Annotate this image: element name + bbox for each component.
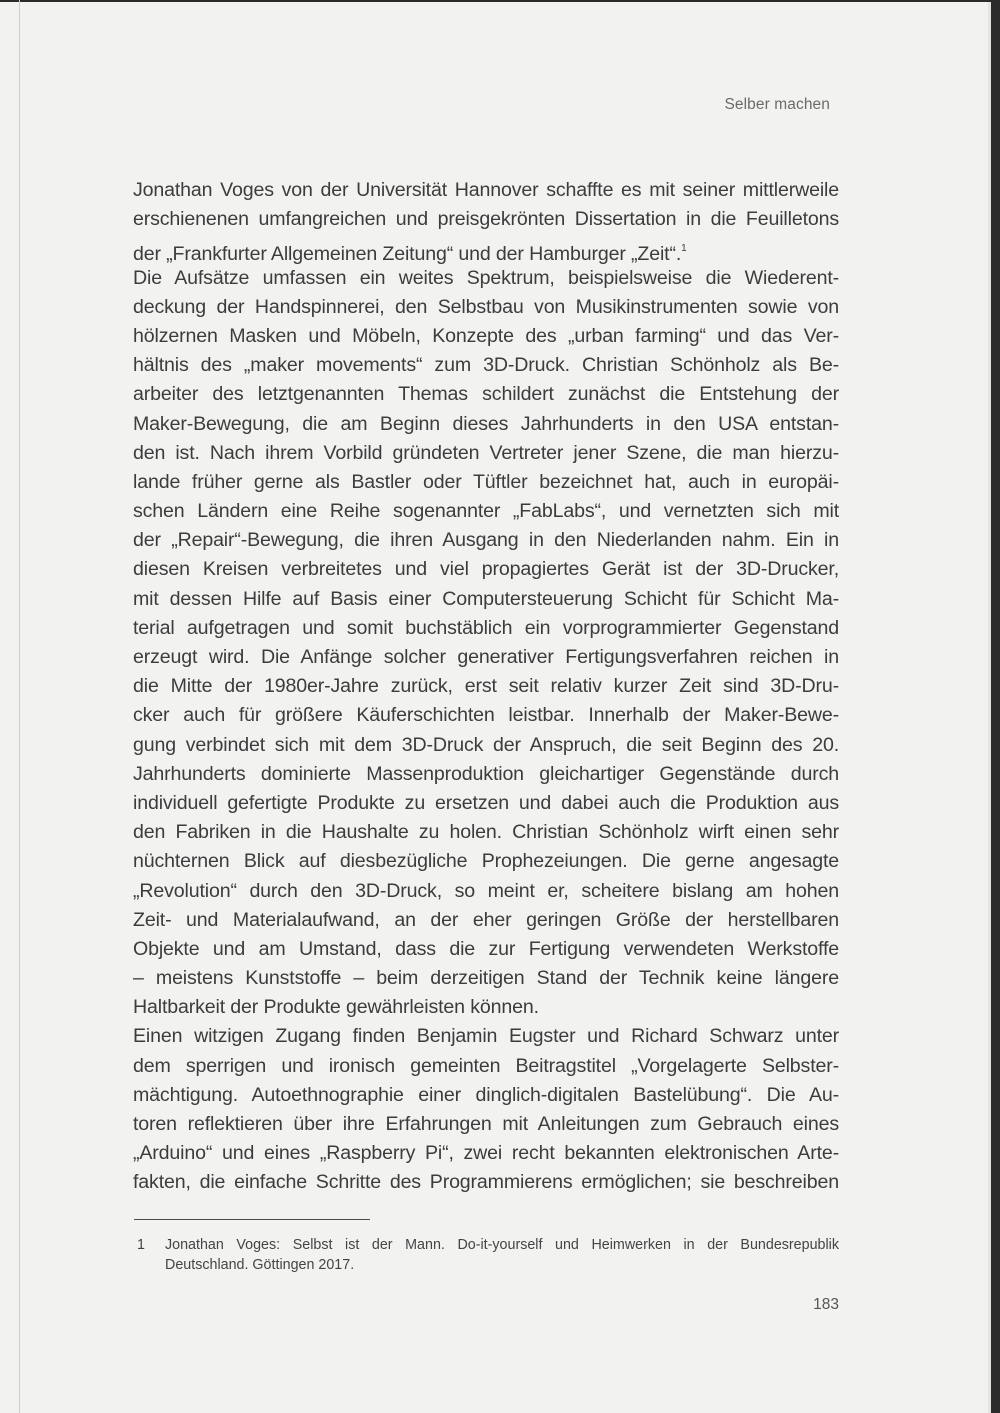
body-line: nüchternen Blick auf diesbezügliche Prophezeiungen. Die gerne angesagte [133, 850, 839, 873]
body-line: terial aufgetragen und somit buchstäblich ein vorprogrammierter Gegenstand [133, 616, 839, 639]
body-line: fakten, die einfache Schritte des Programmierens ermöglichen; sie beschreiben [133, 1171, 839, 1194]
body-line: der „Repair“-Bewegung, die ihren Ausgang in den Niederlanden nahm. Ein in [133, 529, 839, 552]
body-line: hältnis des „maker movements“ zum 3D-Druck. Christian Schönholz als Be- [133, 354, 839, 377]
body-line [133, 234, 839, 266]
body-line: arbeiter des letztgenannten Themas schildert zunächst die Entstehung der [133, 383, 839, 406]
body-line: Einen witzigen Zugang finden Benjamin Eugster und Richard Schwarz unter [133, 1025, 839, 1048]
body-line: mächtigung. Autoethnographie einer dinglich-digitalen Bastelübung“. Die Au- [133, 1083, 839, 1106]
running-head: Selber machen [724, 96, 830, 113]
body-line: individuell gefertigte Produkte zu ersetzen und dabei auch die Produktion aus [133, 791, 839, 814]
body-line: deckung der Handspinnerei, den Selbstbau von Musikinstrumenten sowie von [133, 295, 839, 318]
footnote [137, 1236, 839, 1275]
body-line: mit dessen Hilfe auf Basis einer Computersteuerung Schicht für Schicht Ma- [133, 587, 839, 610]
body-line: erschienenen umfangreichen und preisgekrönten Dissertation in die Feuilletons [133, 208, 839, 231]
body-line: Maker-Bewegung, die am Beginn dieses Jahrhunderts in den USA entstan- [133, 412, 839, 435]
body-text [133, 176, 839, 1198]
page-edge [988, 2, 991, 1413]
body-line: Jahrhunderts dominierte Massenproduktion gleichartiger Gegenstände durch [133, 762, 839, 785]
footnote-line: Deutschland. Göttingen 2017. [165, 1256, 355, 1273]
body-line: schen Ländern eine Reihe sogenannter „FabLabs“, und vernetzten sich mit [133, 500, 839, 523]
body-line: den Fabriken in die Haushalte zu holen. Christian Schönholz wirft einen sehr [133, 821, 839, 844]
body-line: erzeugt wird. Die Anfänge solcher generativer Fertigungsverfahren reichen in [133, 646, 839, 668]
body-line: Jonathan Voges von der Universität Hannover schaffte es mit seiner mittlerweile [133, 179, 839, 201]
body-line: gung verbindet sich mit dem 3D-Druck der Anspruch, die seit Beginn des 20. [133, 733, 839, 756]
body-line: dem sperrigen und ironisch gemeinten Beitragstitel „Vorgelagerte Selbster- [133, 1054, 839, 1077]
footnote-number: 1 [137, 1237, 145, 1253]
body-line: lande früher gerne als Bastler oder Tüftler bezeichnet hat, auch in europäi- [133, 470, 839, 493]
body-line: – meistens Kunststoffe – beim derzeitigen Stand der Technik keine längere [133, 967, 839, 990]
body-line-text: der „Frankfurter Allgemeinen Zeitung“ und der Hamburger „Zeit“. [133, 243, 682, 266]
body-line: „Revolution“ durch den 3D-Druck, so meint er, scheitere bislang am hohen [133, 879, 839, 902]
footnote-reference[interactable]: 1 [681, 243, 687, 255]
footnote-separator [134, 1219, 370, 1220]
body-line: die Mitte der 1980er-Jahre zurück, erst seit relativ kurzer Zeit sind 3D-Dru- [133, 675, 839, 698]
body-line: hölzernen Masken und Möbeln, Konzepte des „urban farming“ und das Ver- [133, 324, 839, 347]
body-line: Die Aufsätze umfassen ein weites Spektrum, beispielsweise die Wiederent- [133, 266, 839, 289]
footnote-text [165, 1236, 839, 1275]
body-line: „Arduino“ und eines „Raspberry Pi“, zwei recht bekannten elektronischen Arte- [133, 1142, 839, 1165]
body-line: Objekte und am Umstand, dass die zur Fertigung verwendeten Werkstoffe [133, 937, 839, 960]
body-line: cker auch für größere Käuferschichten leistbar. Innerhalb der Maker-Bewe- [133, 704, 839, 727]
page-number: 183 [813, 1296, 839, 1313]
body-line: Haltbarkeit der Produkte gewährleisten können. [133, 996, 539, 1019]
footnote-line: Jonathan Voges: Selbst ist der Mann. Do-it-yourself und Heimwerken in der Bundesrepublik [165, 1237, 839, 1253]
body-line: den ist. Nach ihrem Vorbild gründeten Vertreter jener Szene, die man hierzu- [133, 441, 839, 464]
body-line: toren reflektieren über ihre Erfahrungen mit Anleitungen zum Gebrauch eines [133, 1113, 839, 1135]
body-line: Zeit- und Materialaufwand, an der eher geringen Größe der herstellbaren [133, 908, 839, 931]
body-line: diesen Kreisen verbreitetes und viel propagiertes Gerät ist der 3D-Drucker, [133, 558, 839, 581]
gutter-line [19, 0, 20, 1413]
